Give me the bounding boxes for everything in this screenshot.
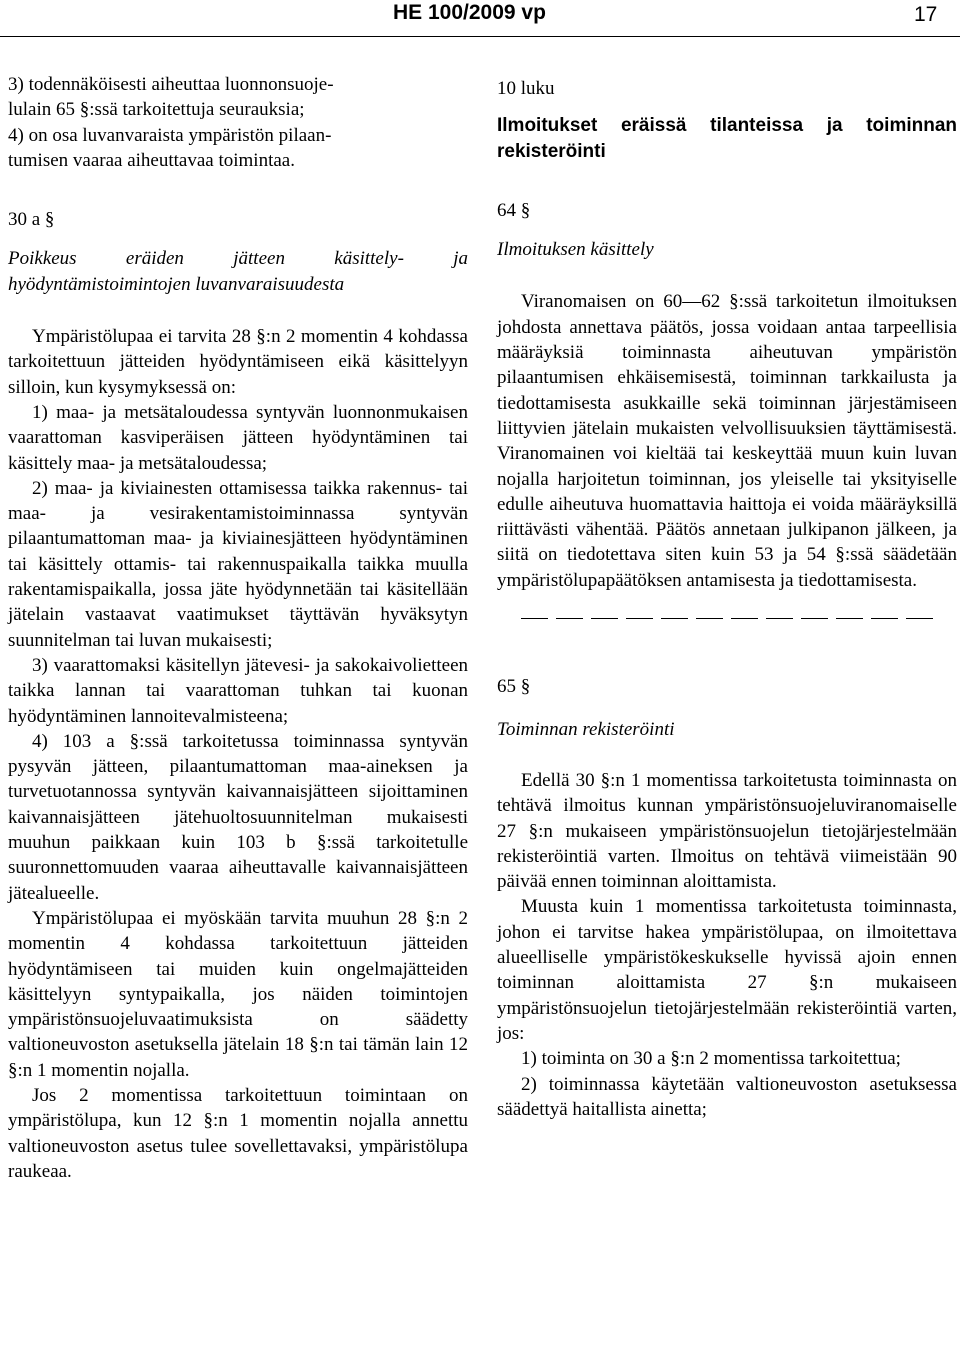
section-title: Toiminnan rekisteröinti: [497, 718, 675, 740]
intro-line: tumisen vaaraa aiheuttavaa toimintaa.: [8, 149, 295, 171]
paragraph: Jos 2 momentissa tarkoitettuun toimintaan on ympäristölupa, kun 12 §:n 1 momentin nojalla annettu valtioneuvoston asetus tulee sovellettavaksi, ympäristölupa raukeaa.: [8, 1084, 468, 1182]
paragraph: Edellä 30 §:n 1 momentissa tarkoitetusta toiminnasta on tehtävä ilmoitus kunnan ympäristönsuojeluviranomaiselle 27 §:n mukaiseen ympäristönsuojelun tietojärjestelmään rekisteröintiä varten. Ilmoitus on tehtävä viimeistään 90 päivää ennen toiminnan aloittamista.: [497, 769, 957, 893]
paragraph: 1) toiminta on 30 a §:n 2 momentissa tarkoitettua;: [521, 1048, 901, 1070]
right-column: [497, 72, 957, 1122]
left-column: [8, 72, 468, 1184]
omission-dashes: [497, 605, 957, 630]
chapter-number: 10 luku: [497, 78, 555, 99]
paragraph: Ympäristölupaa ei tarvita 28 §:n 2 momentin 4 kohdassa tarkoitettuun jätteiden hyödyntämiseen eikä käsittelyyn silloin, kun kysymyksessä on:: [8, 326, 468, 398]
paragraph: 4) 103 a §:ssä tarkoitetussa toiminnassa syntyvän pysyvän jätteen, pilaantumattoman maa-aineksen ja turvetuotannossa syntyvän kaivannaisjätteen sijoittaminen kaivannaisjätteen jätehuoltosuunnitelman mukaisesti muuhun paikkaan kuin 103 b §:ssä tarkoitetulle suuronnettomuuden vaaraa aiheuttavalle kaivannaisjätteen jätealueelle.: [8, 730, 468, 904]
header-rule: [0, 36, 960, 37]
paragraph: 2) toiminnassa käytetään valtioneuvoston asetuksessa säädettyä haitallista ainetta;: [497, 1073, 957, 1120]
page-header: [0, 0, 960, 34]
section-number: 65 §: [497, 676, 531, 698]
paragraph: 2) maa- ja kiviainesten ottamisessa taikka rakennus- tai maa- ja vesirakentamistoiminnassa syntyvän pilaantumattoman maa- ja kiviainesjätteen hyödyntäminen tai käsittely ottamis- tai rakennuspaikalla taikka muulla rakentamispaikalla, jossa jäte hyödynnetään tai käsitellään jätelain vastaavat vaatimukset täyttävän hyväksytyn suunnitelman tai luvan mukaisesti;: [8, 477, 468, 651]
intro-line: lulain 65 §:ssä tarkoitettuja seurauksia;: [8, 99, 305, 121]
section-title: Ilmoituksen käsittely: [497, 239, 654, 261]
section-number: 64 §: [497, 199, 531, 221]
document-id: HE 100/2009 vp: [393, 1, 546, 24]
section-number: 30 a §: [8, 209, 55, 231]
chapter-title: Ilmoitukset eräissä tilanteissa ja toiminnan rekisteröinti: [497, 115, 957, 162]
intro-line: 4) on osa luvanvaraista ympäristön pilaan-: [8, 124, 332, 146]
intro-line: 3) todennäköisesti aiheuttaa luonnonsuoje-: [8, 74, 334, 95]
paragraph: Ympäristölupaa ei myöskään tarvita muuhun 28 §:n 2 momentin 4 kohdassa tarkoitettuun jätteiden hyödyntämiseen tai muiden kuin ongelmajätteiden käsittelyyn syntypaikalla, jos näiden toimintojen ympäristönsuojeluvaatimuksista on säädetty valtioneuvoston asetuksella jätelain 18 §:n tai tämän lain 12 §:n 1 momentin nojalla.: [8, 907, 468, 1081]
paragraph: 3) vaarattomaksi käsitellyn jätevesi- ja sakokaivolietteen taikka lannan tai vaarattoman tuhkan tai kuonan hyödyntäminen lannoitevalmisteena;: [8, 654, 468, 727]
paragraph: Muusta kuin 1 momentissa tarkoitetusta toiminnasta, johon ei tarvitse hakea ympäristölupaa, on ilmoitettava alueelliselle ympäristökeskukselle hyvissä ajoin ennen toiminnan aloittamista 27 §:n mukaiseen ympäristönsuojelun tietojärjestelmään rekisteröintiä varten, jos:: [497, 896, 957, 1044]
paragraph: 1) maa- ja metsätaloudessa syntyvän luonnonmukaisen vaarattoman kasviperäisen jätteen hyödyntäminen tai käsittely maa- ja metsätaloudessa;: [8, 401, 468, 474]
paragraph: Viranomaisen on 60—62 §:ssä tarkoitetun ilmoituksen johdosta annettava päätös, jossa voidaan antaa tarpeellisia määräyksiä toiminnasta aiheutuvan ympäristön pilaantumisen ehkäisemisestä, toiminnan tarkkailusta ja tiedottamisesta asukkaille sekä toiminnan järjestämiseen liittyvien jätelain mukaisten velvollisuuksien täyttämisestä. Viranomainen voi kieltää tai keskeyttää muun kuin luvan nojalla harjoitetun toiminnan, jos yleiselle tai yksityiselle edulle aiheutuva huomattavia haittoja ei voida määräyksillä riittävästi vähentää. Päätös annetaan julkipanon jälkeen, ja siitä on tiedotettava siten kuin 53 ja 54 §:ssä säädetään ympäristölupapäätöksen antamisesta ja tiedottamisesta.: [497, 291, 957, 591]
section-title: Poikkeus eräiden jätteen käsittely- ja hyödyntämistoimintojen luvanvaraisuudesta: [8, 248, 468, 295]
page-number: 17: [914, 3, 938, 26]
